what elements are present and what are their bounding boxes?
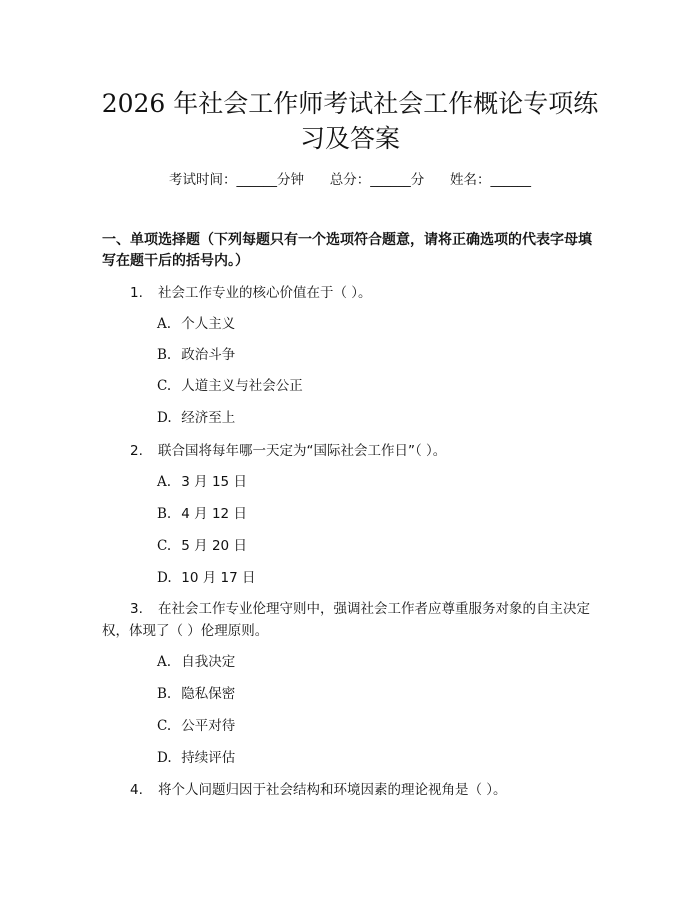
option-text: 公平对待 — [181, 718, 236, 734]
option-text: 自我决定 — [181, 654, 236, 670]
option-letter: D. — [157, 750, 172, 766]
option-letter: C. — [157, 378, 172, 394]
option-letter: A. — [157, 474, 172, 490]
option-letter: D. — [157, 570, 172, 586]
question-3-option-b — [157, 683, 235, 705]
option-text: 经济至上 — [181, 410, 236, 426]
question-3 — [130, 598, 600, 620]
option-letter: B. — [157, 686, 172, 702]
section-heading-line-2: 写在题干后的括号内。） — [102, 253, 249, 269]
question-1 — [130, 282, 600, 304]
option-letter: A. — [157, 316, 172, 332]
question-1-option-b — [157, 344, 235, 366]
option-text: 隐私保密 — [181, 686, 236, 702]
question-2-option-a — [157, 471, 247, 493]
question-number: 3. — [130, 601, 143, 617]
exam-meta-line: 考试时间：______分钟 总分：______分 姓名：______ — [169, 172, 531, 188]
option-text: 5 月 20 日 — [181, 538, 247, 554]
question-2-option-d — [157, 567, 256, 589]
option-text: 持续评估 — [181, 750, 236, 766]
document-title-line-2: 习及答案 — [299, 124, 400, 153]
section-heading-line-1: 一、单项选择题（下列每题只有一个选项符合题意，请将正确选项的代表字母填 — [102, 232, 592, 248]
question-stem: 在社会工作专业伦理守则中，强调社会工作者应尊重服务对象的自主决定 — [158, 601, 590, 617]
question-number: 2. — [130, 443, 143, 459]
document-title-line-1: 2026 年社会工作师考试社会工作概论专项练 — [101, 89, 599, 118]
option-text: 人道主义与社会公正 — [181, 378, 303, 394]
question-2-option-c — [157, 535, 247, 557]
option-text: 政治斗争 — [181, 347, 236, 363]
question-2-option-b — [157, 503, 247, 525]
question-4 — [130, 779, 600, 801]
question-3-option-a — [157, 651, 235, 673]
question-3-option-c — [157, 715, 235, 737]
option-text: 个人主义 — [181, 316, 236, 332]
question-stem: 联合国将每年哪一天定为“国际社会工作日”（ ）。 — [158, 443, 447, 459]
option-letter: C. — [157, 538, 172, 554]
option-letter: D. — [157, 410, 172, 426]
question-1-option-a — [157, 313, 235, 335]
question-3-option-d — [157, 747, 235, 769]
question-stem: 社会工作专业的核心价值在于（ ）。 — [158, 285, 372, 301]
option-letter: C. — [157, 718, 172, 734]
question-1-option-d — [157, 407, 235, 429]
option-text: 10 月 17 日 — [181, 570, 256, 586]
option-letter: A. — [157, 654, 172, 670]
option-text: 3 月 15 日 — [181, 474, 247, 490]
question-number: 4. — [130, 782, 143, 798]
question-number: 1. — [130, 285, 143, 301]
question-3-stem-line-2: 权，体现了（ ）伦理原则。 — [102, 623, 269, 639]
option-letter: B. — [157, 506, 172, 522]
option-letter: B. — [157, 347, 172, 363]
question-2 — [130, 440, 600, 462]
question-1-option-c — [157, 375, 303, 397]
option-text: 4 月 12 日 — [181, 506, 247, 522]
question-stem: 将个人问题归因于社会结构和环境因素的理论视角是（ ）。 — [158, 782, 507, 798]
